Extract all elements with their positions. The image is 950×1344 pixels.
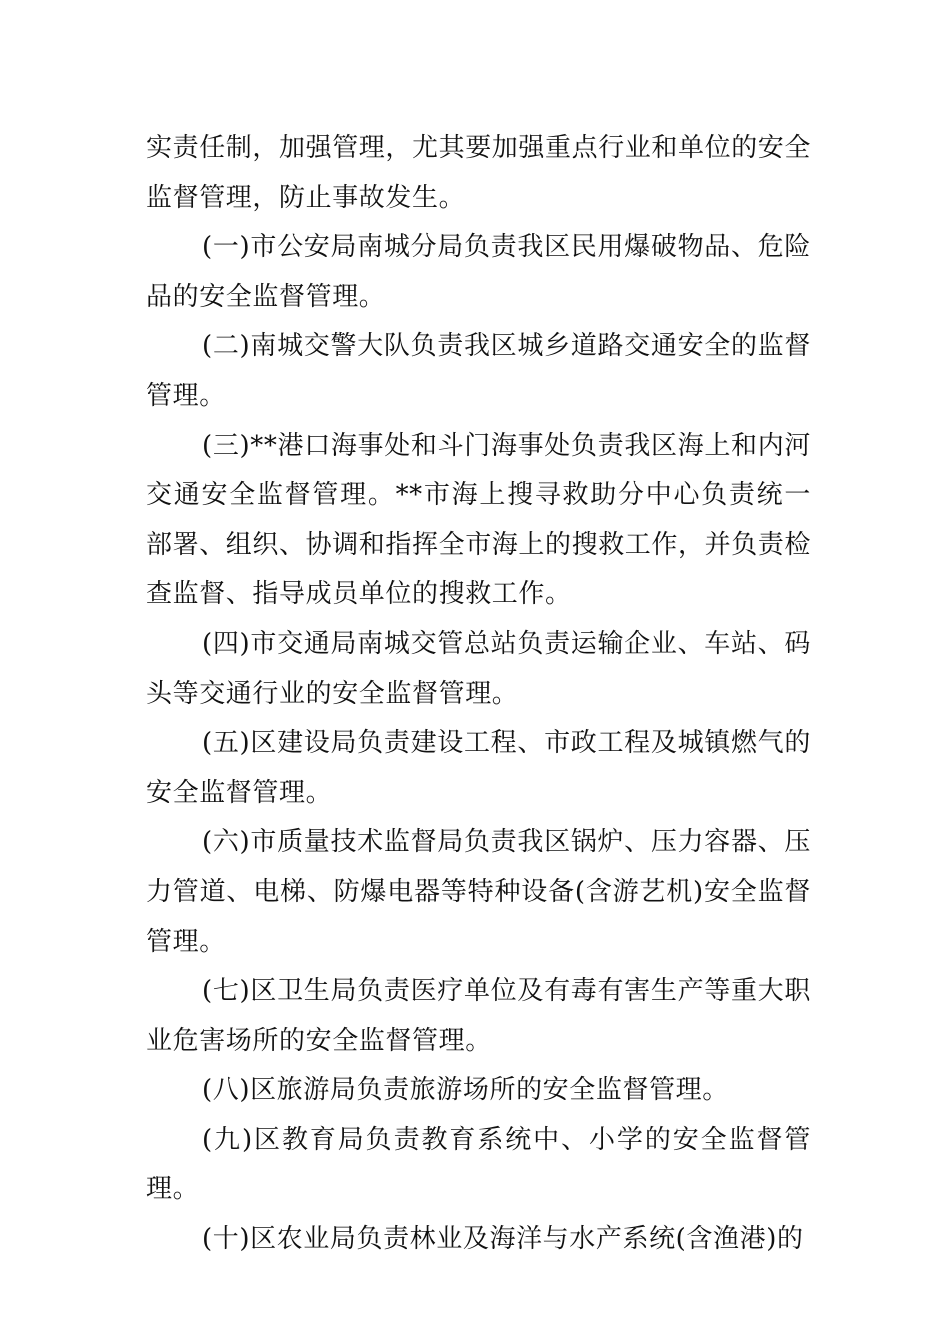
paragraph-item-8: (八)区旅游局负责旅游场所的安全监督管理。: [202, 1075, 729, 1106]
paragraph-item-2: (二)南城交警大队负责我区城乡道路交通安全的监督管理。: [146, 331, 811, 411]
paragraph-item-10: (十)区农业局负责林业及海洋与水产系统(含渔港)的: [202, 1224, 804, 1255]
paragraph-item-9: (九)区教育局负责教育系统中、小学的安全监督管理。: [146, 1124, 811, 1205]
paragraph-item-6: (六)市质量技术监督局负责我区锅炉、压力容器、压力管道、电梯、防爆电器等特种设备(含游艺机)安全监督管理。: [146, 827, 811, 957]
document-body: [146, 124, 811, 1265]
paragraph-item-4: (四)市交通局南城交管总站负责运输企业、车站、码头等交通行业的安全监督管理。: [146, 628, 811, 709]
paragraph-item-5: (五)区建设局负责建设工程、市政工程及城镇燃气的安全监督管理。: [146, 728, 811, 808]
paragraph-item-7: (七)区卫生局负责医疗单位及有毒有害生产等重大职业危害场所的安全监督管理。: [146, 976, 811, 1056]
paragraph-item-3: (三)**港口海事处和斗门海事处负责我区海上和内河交通安全监督管理。**市海上搜寻救助分中心负责统一部署、组织、协调和指挥全市海上的搜救工作，并负责检查监督、指导成员单位的搜救工作。: [146, 430, 812, 610]
paragraph-continuation: 实责任制，加强管理，尤其要加强重点行业和单位的安全监督管理，防止事故发生。: [146, 133, 812, 213]
paragraph-item-1: (一)市公安局南城分局负责我区民用爆破物品、危险品的安全监督管理。: [146, 232, 811, 312]
